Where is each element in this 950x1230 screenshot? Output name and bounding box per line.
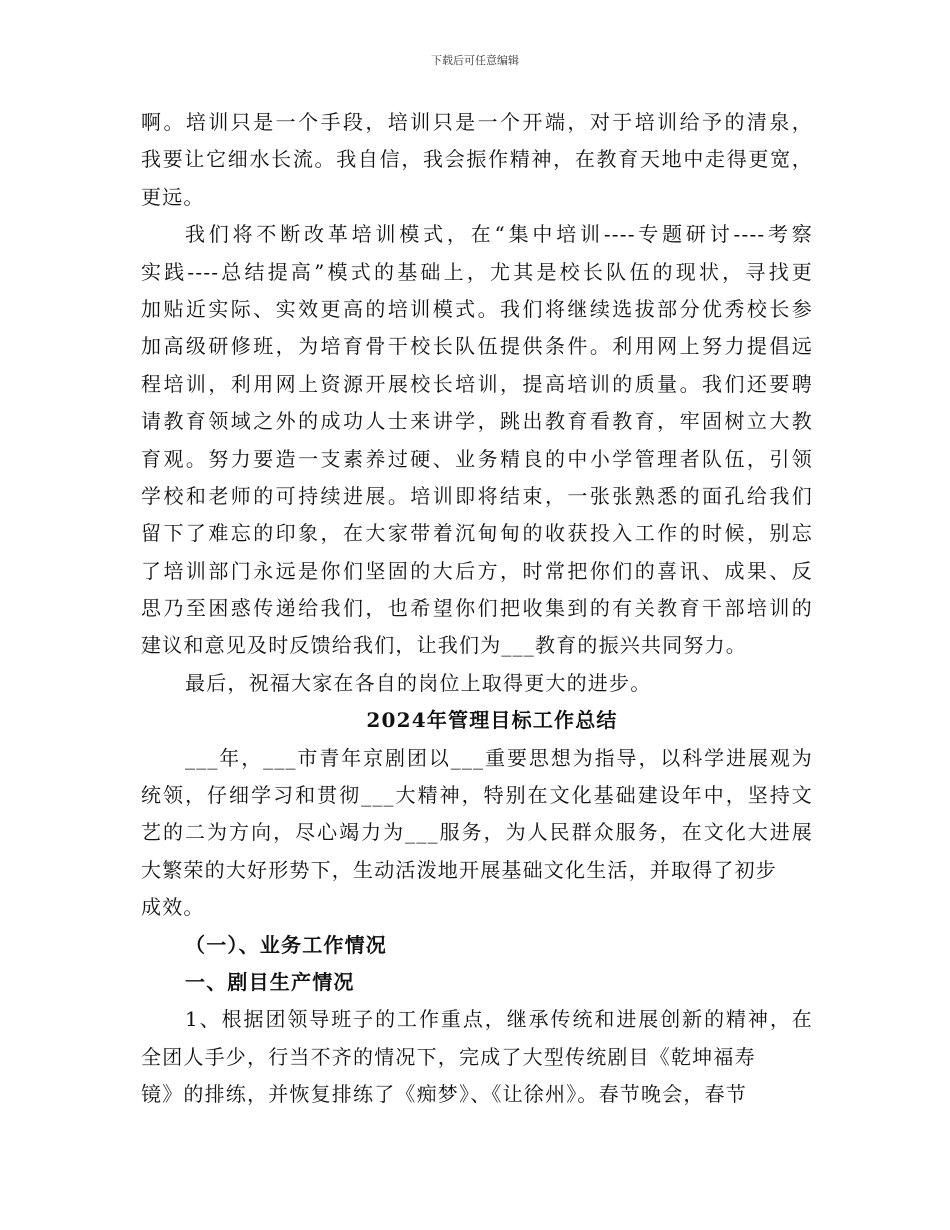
- text-line: 啊。培训只是一个手段，培训只是一个开端，对于培训给予的清泉，: [141, 110, 813, 134]
- text-line: 建议和意见及时反馈给我们，让我们为___教育的振兴共同努力。: [141, 633, 747, 658]
- text-line: 实践----总结提高”模式的基础上，尤其是校长队伍的现状，寻找更: [141, 259, 813, 284]
- text-line: 程培训，利用网上资源开展校长培训，提高培训的质量。我们还要聘: [141, 371, 813, 396]
- text-line: 最后，祝福大家在各自的岗位上取得更大的进步。: [185, 670, 652, 695]
- text-line: ___年，___市青年京剧团以___重要思想为指导，以科学进展观为: [185, 745, 813, 770]
- text-line: 我要让它细水长流。我自信，我会振作精神，在教育天地中走得更宽，: [141, 147, 813, 172]
- text-line: 请教育领域之外的成功人士来讲学，跳出教育看教育，牢固树立大教: [141, 409, 813, 434]
- document-body: [141, 104, 813, 1114]
- text-line: 艺的二为方向，尽心竭力为___服务，为人民群众服务，在文化大进展: [141, 820, 813, 845]
- text-line: 成效。: [141, 895, 205, 920]
- section-title: 2024年管理目标工作总结: [366, 708, 618, 733]
- text-line: 加贴近实际、实效更高的培训模式。我们将继续选拔部分优秀校长参: [141, 296, 813, 321]
- text-line: 学校和老师的可持续进展。培训即将结束，一张张熟悉的面孔给我们: [141, 483, 813, 508]
- text-line: 1、根据团领导班子的工作重点，继承传统和进展创新的精神，在: [185, 1007, 813, 1032]
- text-line: 统领，仔细学习和贯彻___大精神，特别在文化基础建设年中，坚持文: [141, 783, 813, 808]
- text-line: 加高级研修班，为培育骨干校长队伍提供条件。利用网上努力提倡远: [141, 334, 813, 359]
- text-line: 育观。努力要造一支素养过硬、业务精良的中小学管理者队伍，引领: [141, 446, 813, 471]
- subheading-repertoire: 一、剧目生产情况: [185, 969, 355, 994]
- text-line: 镜》的排练，并恢复排练了《痴梦》、《让徐州》。春节晚会，春节: [141, 1082, 747, 1107]
- text-line: 大繁荣的大好形势下，生动活泼地开展基础文化生活，并取得了初步: [141, 857, 777, 882]
- page-header-note: 下载后可任意编辑: [431, 54, 519, 67]
- subheading-business: （一）、业务工作情况: [185, 932, 387, 957]
- text-line: 了培训部门永远是你们坚固的大后方，时常把你们的喜讯、成果、反: [141, 558, 813, 583]
- text-line: 留下了难忘的印象，在大家带着沉甸甸的收获投入工作的时候，别忘: [141, 521, 813, 546]
- text-line: 全团人手少，行当不齐的情况下，完成了大型传统剧目《乾坤福寿: [141, 1044, 756, 1069]
- text-line: 我们将不断改革培训模式，在“集中培训----专题研讨----考察: [185, 222, 813, 247]
- text-line: 更远。: [141, 184, 205, 209]
- text-line: 思乃至困惑传递给我们，也希望你们把收集到的有关教育干部培训的: [141, 596, 813, 621]
